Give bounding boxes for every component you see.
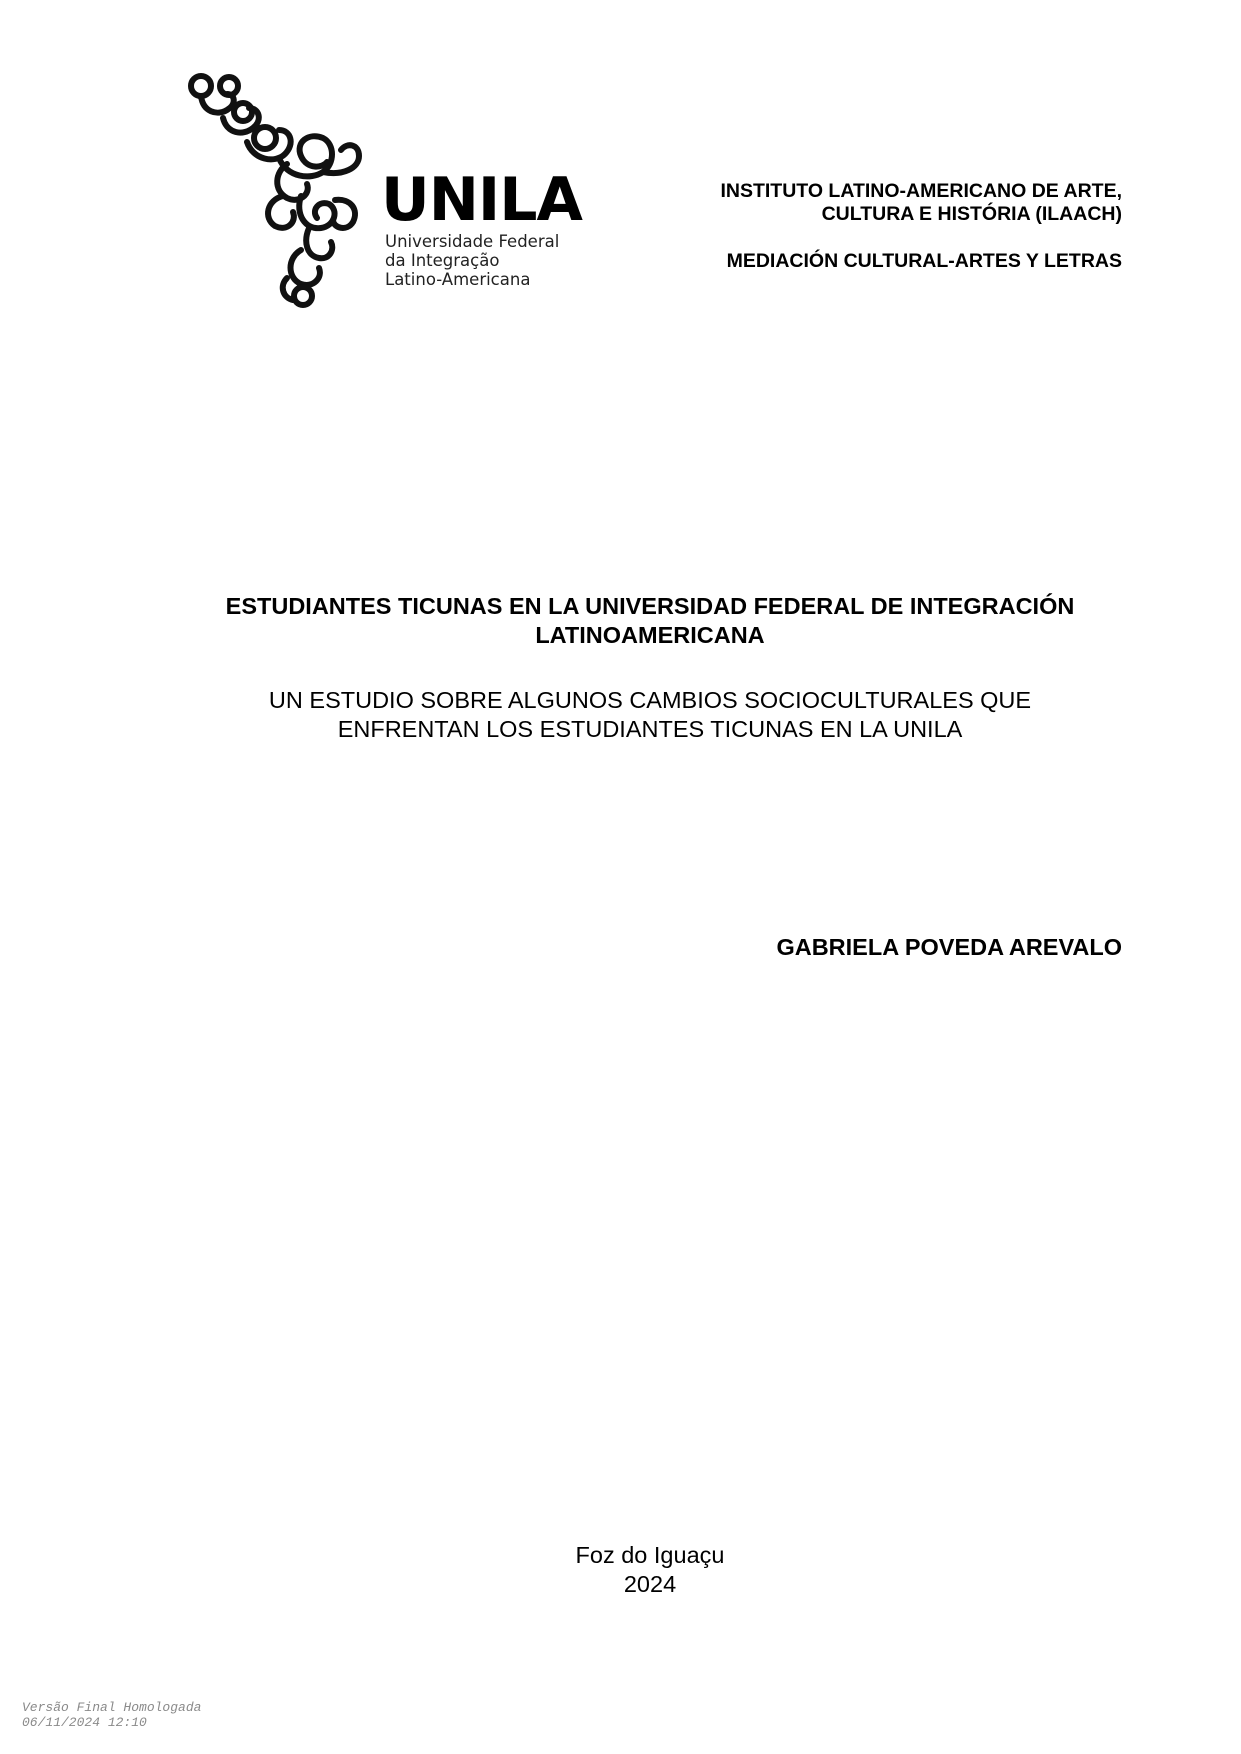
unila-logo — [183, 72, 582, 308]
logo-subtitle-line: Universidade Federal — [385, 232, 560, 251]
title-line: LATINOAMERICANA — [535, 622, 765, 648]
city: Foz do Iguaçu — [575, 1542, 725, 1568]
institute-line: INSTITUTO LATINO-AMERICANO DE ARTE, — [720, 180, 1122, 202]
program-name: MEDIACIÓN CULTURAL-ARTES Y LETRAS — [726, 250, 1122, 272]
logo-wordmark: UNILA — [381, 165, 582, 235]
unila-emblem-icon — [183, 72, 373, 308]
subtitle-line: UN ESTUDIO SOBRE ALGUNOS CAMBIOS SOCIOCULTURALES QUE — [268, 687, 1032, 713]
stamp-line: 06/11/2024 12:10 — [22, 1715, 147, 1730]
place-and-year — [450, 1541, 850, 1599]
title-line: ESTUDIANTES TICUNAS EN LA UNIVERSIDAD FEDERAL DE INTEGRACIÓN — [225, 593, 1075, 619]
year: 2024 — [623, 1571, 677, 1597]
version-stamp — [22, 1700, 201, 1730]
institute-name — [720, 180, 1122, 226]
institute-line: CULTURA E HISTÓRIA (ILAACH) — [821, 203, 1122, 225]
subtitle-line: ENFRENTAN LOS ESTUDIANTES TICUNAS EN LA UNILA — [337, 716, 963, 742]
document-title — [150, 592, 1150, 650]
stamp-line: Versão Final Homologada — [22, 1700, 202, 1715]
author-name: GABRIELA POVEDA AREVALO — [776, 934, 1122, 960]
logo-subtitle-line: da Integração — [385, 251, 500, 270]
logo-subtitle-line: Latino-Americana — [385, 270, 531, 289]
logo-subtitle — [385, 232, 559, 289]
document-subtitle — [150, 686, 1150, 744]
